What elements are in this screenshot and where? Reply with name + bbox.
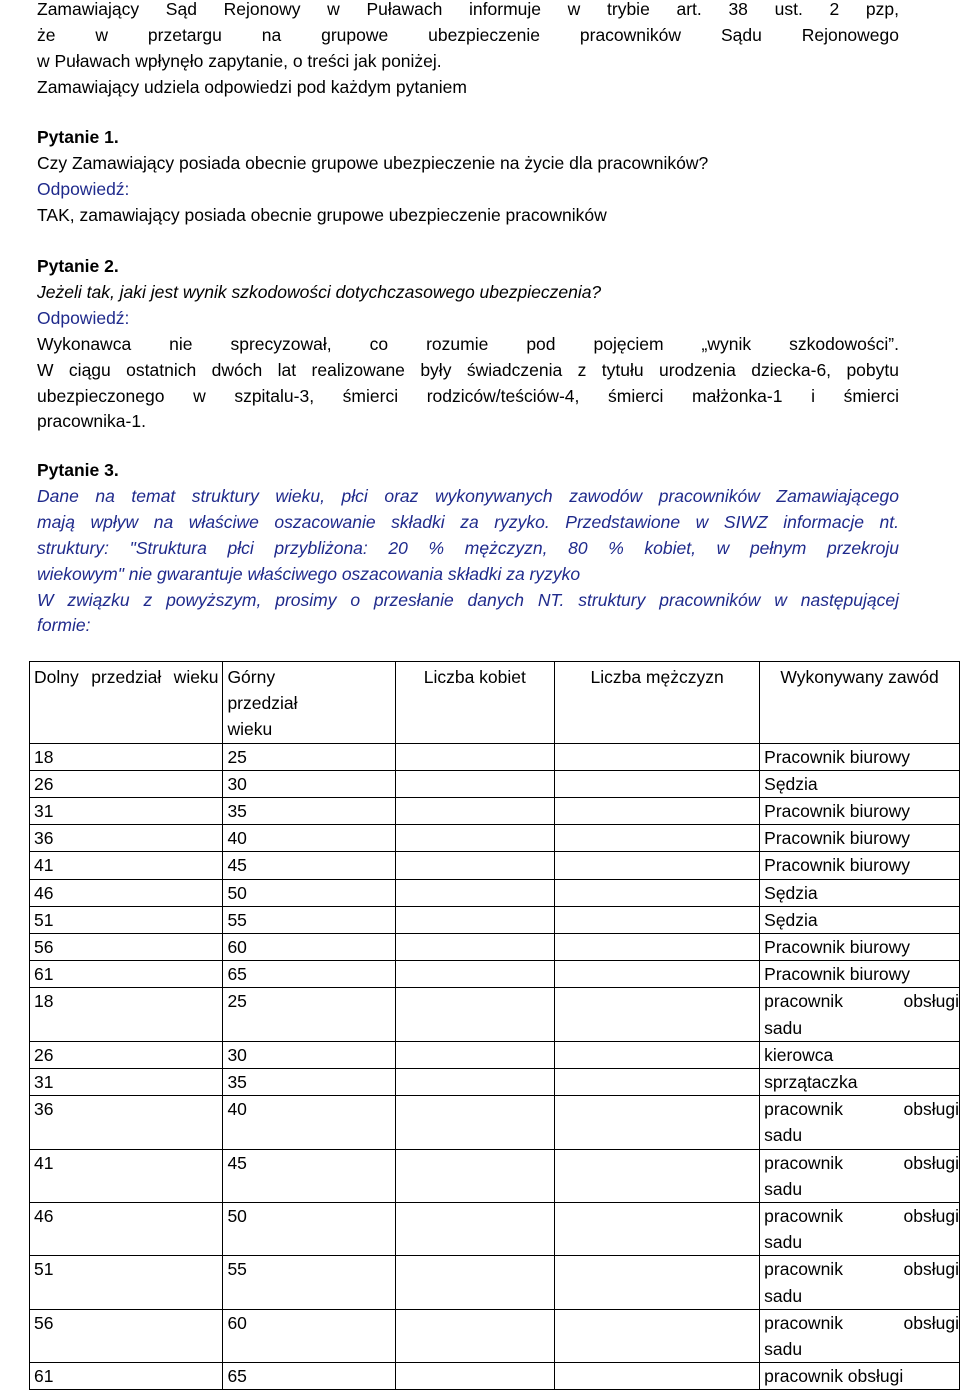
answer-1-text: TAK, zamawiający posiada obecnie grupowe ubezpieczenie pracowników: [37, 204, 607, 225]
answer-2-line: Wykonawca nie sprecyzował, co rozumie pod pojęciem „wynik szkodowości”.: [37, 333, 899, 354]
cell-low-age: 26: [30, 1041, 223, 1068]
question-2-text: Jeżeli tak, jaki jest wynik szkodowości dotychczasowego ubezpieczenia?: [37, 281, 602, 302]
question-2-heading: Pytanie 2.: [37, 256, 119, 276]
cell-low-age: 46: [30, 879, 223, 906]
table-row: [30, 1203, 960, 1256]
cell-women: [395, 1309, 554, 1362]
cell-high-age: 30: [223, 1041, 395, 1068]
cell-women: [395, 1096, 554, 1149]
cell-women: [395, 743, 554, 770]
cell-women: [395, 906, 554, 933]
cell-job: pracownik obsługi sadu: [760, 1149, 960, 1202]
cell-women: [395, 798, 554, 825]
cell-men: [555, 1309, 760, 1362]
cell-men: [555, 1149, 760, 1202]
table-row: [30, 879, 960, 906]
header-high-age: Górny przedział wieku: [223, 662, 395, 744]
cell-high-age: 50: [223, 879, 395, 906]
cell-women: [395, 852, 554, 879]
question-1-heading: Pytanie 1.: [37, 127, 119, 147]
header-low-age: Dolny przedział wieku: [30, 662, 223, 744]
question-1-section: [37, 125, 899, 229]
table-row: [30, 825, 960, 852]
cell-low-age: 31: [30, 1069, 223, 1096]
table-header-row: [30, 662, 960, 744]
cell-women: [395, 1256, 554, 1309]
answer-2-line: W ciągu ostatnich dwóch lat realizowane były świadczenia z tytułu urodzenia dziecka-6, pobytu: [37, 359, 899, 380]
cell-men: [555, 1203, 760, 1256]
cell-high-age: 35: [223, 1069, 395, 1096]
cell-high-age: 55: [223, 1256, 395, 1309]
cell-high-age: 25: [223, 743, 395, 770]
cell-women: [395, 988, 554, 1041]
cell-women: [395, 879, 554, 906]
cell-women: [395, 1363, 554, 1390]
cell-job: Sędzia: [760, 906, 960, 933]
cell-women: [395, 770, 554, 797]
cell-men: [555, 1256, 760, 1309]
cell-low-age: 41: [30, 1149, 223, 1202]
cell-low-age: 61: [30, 961, 223, 988]
intro-line: w Puławach wpłynęło zapytanie, o treści jak poniżej.: [37, 50, 442, 71]
cell-high-age: 45: [223, 852, 395, 879]
cell-low-age: 56: [30, 1309, 223, 1362]
cell-low-age: 26: [30, 770, 223, 797]
question-3-line: formie:: [37, 615, 91, 636]
cell-job: Pracownik biurowy: [760, 961, 960, 988]
cell-men: [555, 1363, 760, 1390]
cell-high-age: 40: [223, 825, 395, 852]
cell-low-age: 46: [30, 1203, 223, 1256]
cell-low-age: 61: [30, 1363, 223, 1390]
cell-high-age: 65: [223, 1363, 395, 1390]
cell-high-age: 50: [223, 1203, 395, 1256]
intro-line: Zamawiający Sąd Rejonowy w Puławach informuje w trybie art. 38 ust. 2 pzp,: [37, 0, 899, 19]
cell-women: [395, 1069, 554, 1096]
cell-men: [555, 879, 760, 906]
cell-men: [555, 1069, 760, 1096]
cell-job: pracownik obsługi sadu: [760, 1096, 960, 1149]
header-women: Liczba kobiet: [395, 662, 554, 744]
cell-low-age: 36: [30, 825, 223, 852]
table-row: [30, 770, 960, 797]
cell-high-age: 60: [223, 934, 395, 961]
cell-high-age: 30: [223, 770, 395, 797]
cell-men: [555, 770, 760, 797]
cell-men: [555, 934, 760, 961]
cell-job: pracownik obsługi sadu: [760, 1203, 960, 1256]
table-row: [30, 934, 960, 961]
cell-women: [395, 1149, 554, 1202]
question-3-line: struktury: "Struktura płci przybliżona: 20 % mężczyzn, 80 % kobiet, w pełnym przekroju: [37, 537, 899, 558]
question-3-line: Dane na temat struktury wieku, płci oraz wykonywanych zawodów pracowników Zamawiającego: [37, 485, 899, 506]
cell-high-age: 40: [223, 1096, 395, 1149]
table-row: [30, 1041, 960, 1068]
cell-job: sprzątaczka: [760, 1069, 960, 1096]
cell-women: [395, 934, 554, 961]
cell-high-age: 35: [223, 798, 395, 825]
cell-low-age: 51: [30, 1256, 223, 1309]
cell-low-age: 56: [30, 934, 223, 961]
cell-job: pracownik obsługi: [760, 1363, 960, 1390]
table-row: [30, 852, 960, 879]
question-3-line: wiekowym" nie gwarantuje właściwego oszacowania składki za ryzyko: [37, 563, 581, 584]
cell-high-age: 25: [223, 988, 395, 1041]
answer-2-label: Odpowiedź:: [37, 307, 130, 328]
cell-high-age: 55: [223, 906, 395, 933]
cell-men: [555, 1041, 760, 1068]
cell-men: [555, 825, 760, 852]
cell-low-age: 31: [30, 798, 223, 825]
cell-men: [555, 743, 760, 770]
question-2-section: [37, 254, 899, 435]
table-row: [30, 1363, 960, 1390]
cell-men: [555, 906, 760, 933]
table-row: [30, 1096, 960, 1149]
intro-line: że w przetargu na grupowe ubezpieczenie pracowników Sądu Rejonowego: [37, 24, 899, 45]
cell-low-age: 36: [30, 1096, 223, 1149]
answer-2-line: pracownika-1.: [37, 411, 146, 432]
table-row: [30, 988, 960, 1041]
question-3-section: [37, 458, 899, 639]
cell-men: [555, 1096, 760, 1149]
cell-high-age: 60: [223, 1309, 395, 1362]
answer-1-label: Odpowiedź:: [37, 178, 130, 199]
cell-job: Pracownik biurowy: [760, 798, 960, 825]
cell-low-age: 18: [30, 988, 223, 1041]
cell-job: Pracownik biurowy: [760, 934, 960, 961]
cell-job: Pracownik biurowy: [760, 825, 960, 852]
cell-men: [555, 961, 760, 988]
cell-low-age: 18: [30, 743, 223, 770]
answer-2-line: ubezpieczonego w szpitalu-3, śmierci rodziców/teściów-4, śmierci małżonka-1 i śmierci: [37, 385, 899, 406]
table-row: [30, 798, 960, 825]
question-3-line: W związku z powyższym, prosimy o przesłanie danych NT. struktury pracowników w następującej: [37, 589, 899, 610]
header-job: Wykonywany zawód: [760, 662, 960, 744]
table-row: [30, 1309, 960, 1362]
question-3-heading: Pytanie 3.: [37, 460, 119, 480]
cell-women: [395, 961, 554, 988]
cell-job: pracownik obsługi sadu: [760, 1309, 960, 1362]
table-row: [30, 1149, 960, 1202]
cell-low-age: 41: [30, 852, 223, 879]
question-1-text: Czy Zamawiający posiada obecnie grupowe ubezpieczenie na życie dla pracowników?: [37, 152, 709, 173]
cell-high-age: 65: [223, 961, 395, 988]
cell-low-age: 51: [30, 906, 223, 933]
table-row: [30, 1256, 960, 1309]
cell-women: [395, 825, 554, 852]
table-row: [30, 1069, 960, 1096]
table-row: [30, 906, 960, 933]
cell-job: pracownik obsługi sadu: [760, 988, 960, 1041]
cell-job: Pracownik biurowy: [760, 852, 960, 879]
cell-men: [555, 852, 760, 879]
intro-paragraph: [37, 0, 899, 101]
header-men: Liczba mężczyzn: [555, 662, 760, 744]
table-row: [30, 743, 960, 770]
intro-line: Zamawiający udziela odpowiedzi pod każdym pytaniem: [37, 76, 467, 97]
cell-women: [395, 1203, 554, 1256]
cell-men: [555, 798, 760, 825]
age-structure-table: [29, 661, 960, 1390]
cell-job: Sędzia: [760, 770, 960, 797]
table-row: [30, 961, 960, 988]
cell-job: Pracownik biurowy: [760, 743, 960, 770]
cell-high-age: 45: [223, 1149, 395, 1202]
cell-men: [555, 988, 760, 1041]
cell-job: kierowca: [760, 1041, 960, 1068]
cell-job: pracownik obsługi sadu: [760, 1256, 960, 1309]
cell-women: [395, 1041, 554, 1068]
cell-job: Sędzia: [760, 879, 960, 906]
question-3-line: mają wpływ na właściwe oszacowanie składki za ryzyko. Przedstawione w SIWZ informacje nt.: [37, 511, 899, 532]
